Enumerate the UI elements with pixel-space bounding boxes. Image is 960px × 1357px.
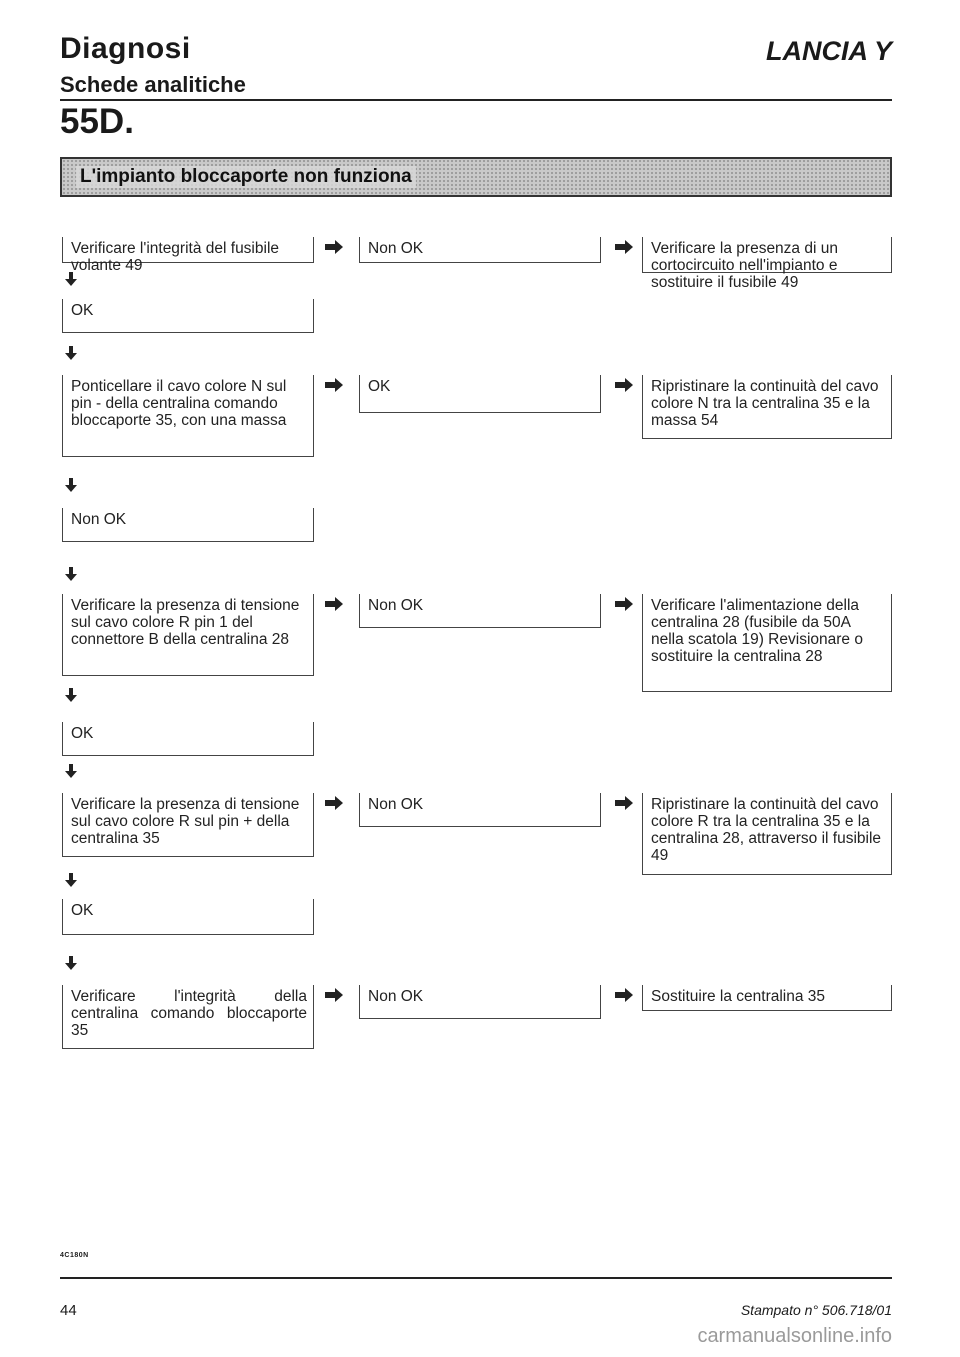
result-box-mid-2 bbox=[359, 375, 601, 413]
arrow-right-icon bbox=[325, 597, 343, 611]
action-box-1 bbox=[642, 237, 892, 291]
result-text: OK bbox=[71, 725, 94, 742]
section-banner bbox=[60, 157, 892, 197]
result-box-ok-1 bbox=[62, 299, 314, 333]
print-reference: Stampato n° 506.718/01 bbox=[740, 1302, 892, 1318]
check-fuse-text: Verificare l'integrità del fusibile volante 49 bbox=[71, 240, 280, 274]
arrow-right-icon bbox=[325, 240, 343, 254]
arrow-down-icon bbox=[65, 478, 77, 492]
jumper-check-box bbox=[62, 375, 314, 457]
arrow-down-icon bbox=[65, 272, 77, 286]
voltage-check-28-box bbox=[62, 594, 314, 676]
action-text: Sostituire la centralina 35 bbox=[651, 988, 826, 1005]
result-box-mid-1 bbox=[359, 237, 601, 263]
action-text: Ripristinare la continuità del cavo colore R tra la centralina 35 e la centralina 28, attraverso il fusibile 49 bbox=[651, 796, 882, 864]
watermark: carmanualsonline.info bbox=[697, 1325, 892, 1347]
result-text: OK bbox=[368, 378, 391, 395]
arrow-right-icon bbox=[615, 597, 633, 611]
arrow-right-icon bbox=[325, 796, 343, 810]
result-box-nonok-1 bbox=[62, 508, 314, 542]
action-box-4 bbox=[642, 793, 892, 875]
arrow-down-icon bbox=[65, 567, 77, 581]
action-box-2 bbox=[642, 375, 892, 439]
arrow-down-icon bbox=[65, 764, 77, 778]
jumper-check-text: Ponticellare il cavo colore N sul pin - della centralina comando bloccaporte 35, con una massa bbox=[71, 378, 287, 429]
action-box-3 bbox=[642, 594, 892, 692]
arrow-down-icon bbox=[65, 346, 77, 360]
arrow-down-icon bbox=[65, 688, 77, 702]
arrow-down-icon bbox=[65, 956, 77, 970]
unit-integrity-box bbox=[62, 985, 314, 1049]
action-text: Verificare la presenza di un cortocircuito nell'impianto e sostituire il fusibile 49 bbox=[651, 240, 838, 291]
banner-text: L'impianto bloccaporte non funziona bbox=[76, 166, 416, 188]
result-box-mid-3 bbox=[359, 594, 601, 628]
header-subtitle: Schede analitiche bbox=[60, 72, 246, 97]
header-rule bbox=[60, 99, 892, 101]
header-title: Diagnosi bbox=[60, 32, 191, 65]
arrow-right-icon bbox=[615, 240, 633, 254]
action-box-5 bbox=[642, 985, 892, 1011]
arrow-right-icon bbox=[615, 796, 633, 810]
action-text: Verificare l'alimentazione della centralina 28 (fusibile da 50A nella scatola 19) Revisionare o sostituire la centralina 28 bbox=[651, 597, 863, 665]
result-text: Non OK bbox=[368, 240, 424, 257]
voltage-check-35-text: Verificare la presenza di tensione sul cavo colore R sul pin + della centralina 35 bbox=[71, 796, 300, 847]
result-text: OK bbox=[71, 902, 94, 919]
result-text: Non OK bbox=[368, 988, 424, 1005]
result-text: Non OK bbox=[71, 511, 127, 528]
voltage-check-35-box bbox=[62, 793, 314, 857]
check-fuse-box bbox=[62, 237, 314, 274]
document-code: 4C180N bbox=[60, 1252, 89, 1259]
arrow-right-icon bbox=[615, 988, 633, 1002]
footer-rule bbox=[60, 1277, 892, 1279]
action-text: Ripristinare la continuità del cavo colore N tra la centralina 35 e la massa 54 bbox=[651, 378, 879, 429]
brand-label: LANCIA Y bbox=[765, 36, 892, 66]
arrow-right-icon bbox=[615, 378, 633, 392]
unit-integrity-text: Verificare l'integrità della centralina comando bloccaporte 35 bbox=[71, 988, 307, 1039]
arrow-down-icon bbox=[65, 873, 77, 887]
section-number: 55D. bbox=[60, 102, 134, 141]
arrow-right-icon bbox=[325, 378, 343, 392]
result-box-mid-4 bbox=[359, 793, 601, 827]
result-text: Non OK bbox=[368, 597, 424, 614]
result-box-mid-5 bbox=[359, 985, 601, 1019]
result-text: Non OK bbox=[368, 796, 424, 813]
result-box-ok-3 bbox=[62, 899, 314, 935]
result-text: OK bbox=[71, 302, 94, 319]
result-box-ok-2 bbox=[62, 722, 314, 756]
voltage-check-28-text: Verificare la presenza di tensione sul cavo colore R pin 1 del connettore B della centralina 28 bbox=[71, 597, 300, 648]
page-number: 44 bbox=[60, 1302, 77, 1319]
arrow-right-icon bbox=[325, 988, 343, 1002]
